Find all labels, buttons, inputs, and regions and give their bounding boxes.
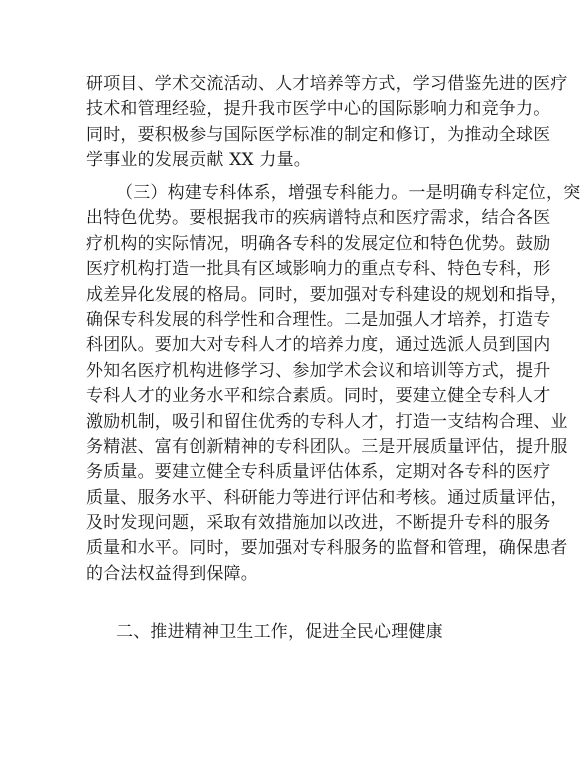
text-line: 技术和管理经验，提升我市医学中心的国际影响力和竞争力。 — [86, 99, 551, 120]
text-line: 疗机构的实际情况，明确各专科的发展定位和特色优势。鼓励 — [86, 233, 551, 254]
text-line: 科团队。要加大对专科人才的培养力度，通过选派人员到国内 — [86, 335, 551, 356]
text-line: （三）构建专科体系，增强专科能力。一是明确专科定位，突 — [116, 183, 581, 203]
text-line: 专科人才的业务水平和综合素质。同时，要建立健全专科人才 — [86, 386, 551, 407]
text-line: 出特色优势。要根据我市的疾病谱特点和医疗需求，结合各医 — [86, 208, 551, 229]
section-heading: 二、推进精神卫生工作，促进全民心理健康 — [116, 622, 443, 642]
text-line: 外知名医疗机构进修学习、参加学术会议和培训等方式，提升 — [86, 360, 551, 381]
text-line: 激励机制，吸引和留住优秀的专科人才，打造一支结构合理、业 — [86, 411, 568, 432]
text-line: 学事业的发展贡献 XX 力量。 — [86, 150, 312, 171]
text-line: 的合法权益得到保障。 — [86, 563, 258, 584]
text-line: 及时发现问题，采取有效措施加以改进，不断提升专科的服务 — [86, 513, 551, 534]
text-line: 确保专科发展的科学性和合理性。二是加强人才培养，打造专 — [86, 309, 551, 330]
text-line: 务质量。要建立健全专科质量评估体系，定期对各专科的医疗 — [86, 462, 551, 483]
text-line: 质量和水平。同时，要加强对专科服务的监督和管理，确保患者 — [86, 538, 568, 559]
text-line: 同时，要积极参与国际医学标准的制定和修订，为推动全球医 — [86, 124, 551, 145]
text-line: 医疗机构打造一批具有区域影响力的重点专科、特色专科，形 — [86, 259, 551, 280]
text-line: 研项目、学术交流活动、人才培养等方式，学习借鉴先进的医疗 — [86, 74, 568, 94]
text-line: 质量、服务水平、科研能力等进行评估和考核。通过质量评估， — [86, 487, 568, 508]
text-line: 成差异化发展的格局。同时，要加强对专科建设的规划和指导， — [86, 284, 568, 305]
body-paragraph — [86, 181, 581, 587]
body-paragraph — [86, 72, 568, 174]
text-line: 务精湛、富有创新精神的专科团队。三是开展质量评估，提升服 — [86, 436, 568, 457]
